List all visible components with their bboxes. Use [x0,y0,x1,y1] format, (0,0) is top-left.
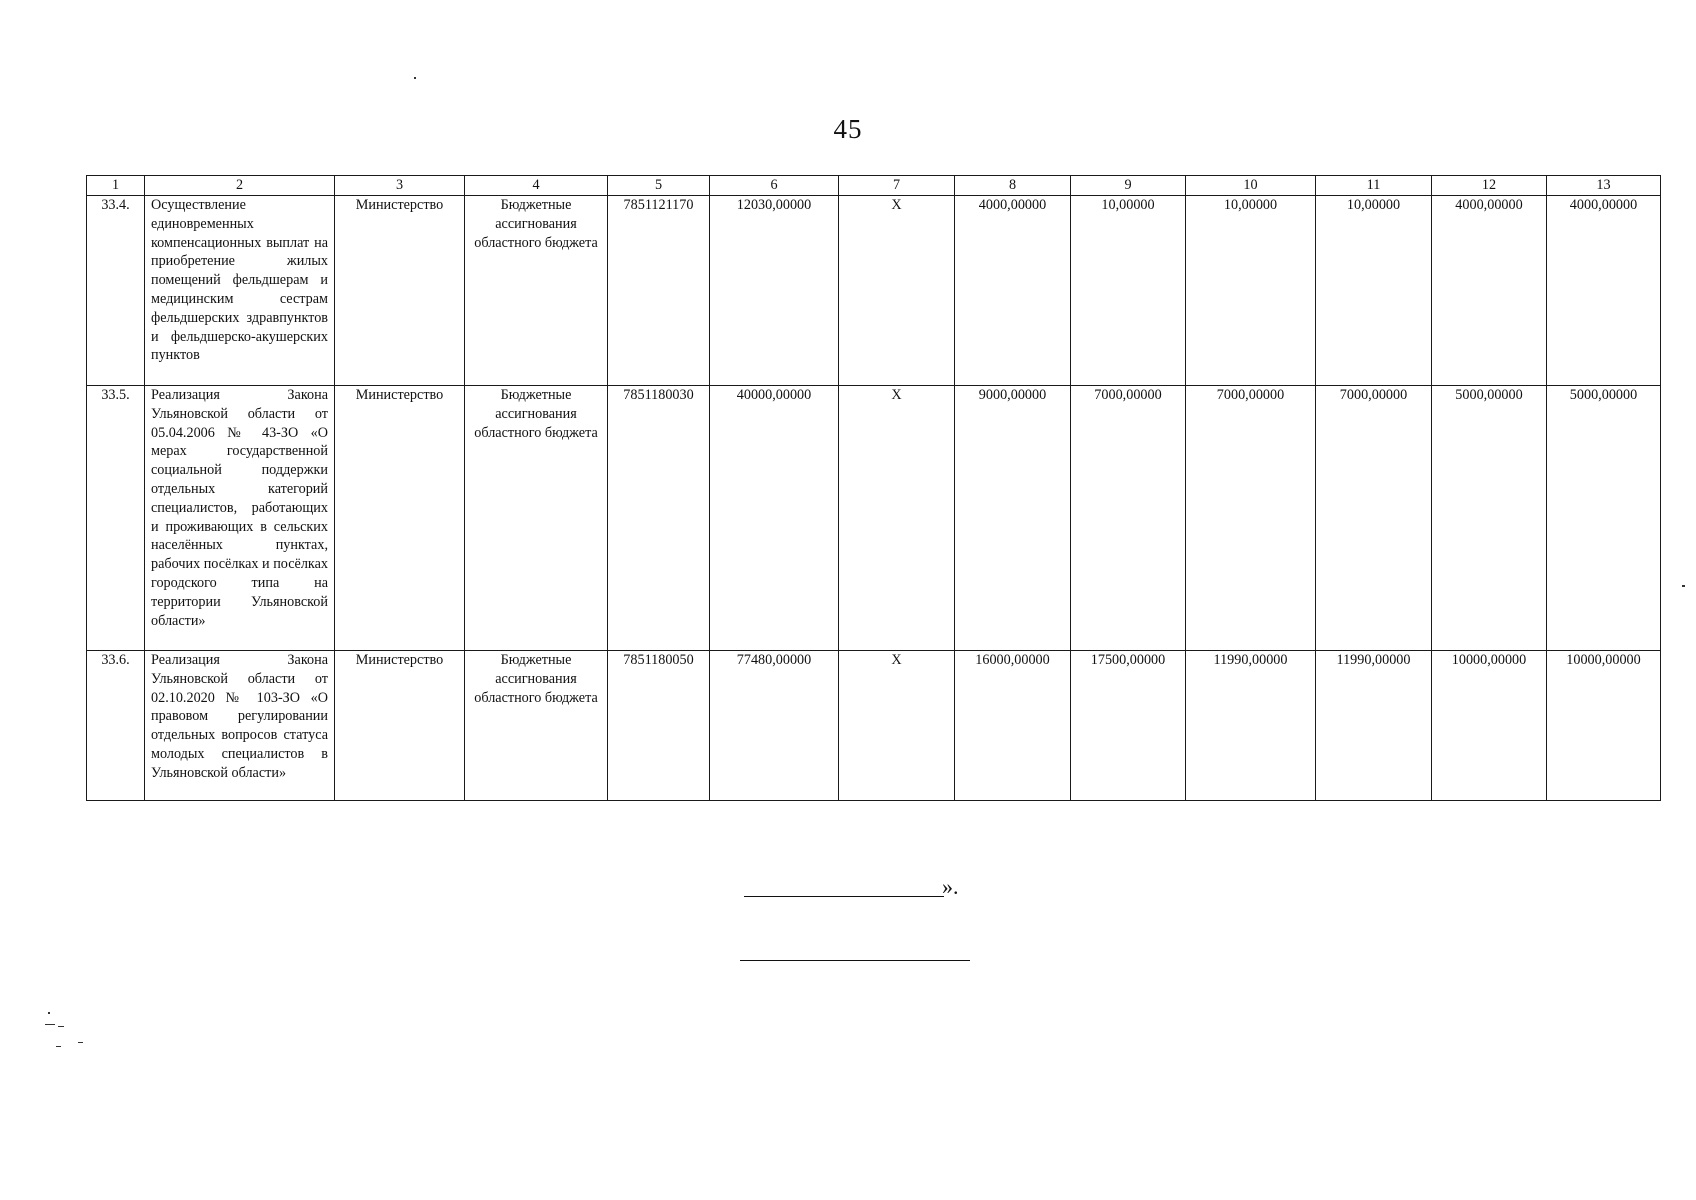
closing-quote-line [744,872,959,899]
funding-source-cell: Бюджетные ассигнования областного бюджета [465,196,608,386]
column-header: 4 [465,176,608,196]
amount-cell: 7000,00000 [1186,386,1316,651]
budget-code-cell: 7851180030 [608,386,710,651]
budget-table [86,175,1661,801]
closing-quote: ». [942,874,959,899]
total-amount-cell: 12030,00000 [710,196,839,386]
amount-cell: 10,00000 [1071,196,1186,386]
executor-cell: Министерство [335,196,465,386]
amount-cell: 10,00000 [1186,196,1316,386]
total-amount-cell: 40000,00000 [710,386,839,651]
amount-cell: 7000,00000 [1071,386,1186,651]
column-header: 9 [1071,176,1186,196]
total-amount-cell: 77480,00000 [710,651,839,801]
column-header: 10 [1186,176,1316,196]
scan-speck [1682,585,1685,587]
amount-cell: 11990,00000 [1186,651,1316,801]
scan-speck [58,1026,64,1027]
column-header: 7 [839,176,955,196]
amount-cell: 10000,00000 [1432,651,1547,801]
scan-speck [414,77,416,79]
table-row [87,651,1661,801]
col7-cell: Х [839,651,955,801]
column-header: 3 [335,176,465,196]
column-header: 5 [608,176,710,196]
row-number: 33.5. [87,386,145,651]
executor-cell: Министерство [335,651,465,801]
row-number: 33.6. [87,651,145,801]
column-header: 11 [1316,176,1432,196]
amount-cell: 10,00000 [1316,196,1432,386]
scan-speck [48,1012,50,1014]
amount-cell: 11990,00000 [1316,651,1432,801]
amount-cell: 4000,00000 [955,196,1071,386]
amount-cell: 17500,00000 [1071,651,1186,801]
row-number: 33.4. [87,196,145,386]
table-header-row [87,176,1661,196]
closing-rule [744,896,944,897]
funding-source-cell: Бюджетные ассигнования областного бюджета [465,651,608,801]
column-header: 6 [710,176,839,196]
measure-description: Осуществление единовременных компенсационных выплат на приобретение жилых помещений фельдшерам и медицинским сестрам фельдшерских здравпунктов и фельдшерско-акушерских пунктов [145,196,335,386]
column-header: 13 [1547,176,1661,196]
measure-description: Реализация Закона Ульяновской области от 02.10.2020 № 103-ЗО «О правовом регулировании отдельных вопросов статуса молодых специалистов в Ульяновской области» [145,651,335,801]
column-header: 12 [1432,176,1547,196]
end-of-document-line [740,960,970,961]
amount-cell: 4000,00000 [1547,196,1661,386]
amount-cell: 9000,00000 [955,386,1071,651]
scan-speck [78,1042,83,1043]
measure-description: Реализация Закона Ульяновской области от 05.04.2006 № 43-ЗО «О мерах государственной социальной поддержки отдельных категорий специалистов, работающих и проживающих в сельских населённых пунктах, рабочих посёлках и посёлках городского типа на территории Ульяновской области» [145,386,335,651]
amount-cell: 4000,00000 [1432,196,1547,386]
col7-cell: Х [839,386,955,651]
page-number: 45 [833,114,863,144]
column-header: 1 [87,176,145,196]
column-header: 2 [145,176,335,196]
table-row [87,196,1661,386]
scan-speck [56,1046,61,1047]
amount-cell: 16000,00000 [955,651,1071,801]
amount-cell: 5000,00000 [1547,386,1661,651]
col7-cell: Х [839,196,955,386]
table-row [87,386,1661,651]
budget-code-cell: 7851121170 [608,196,710,386]
executor-cell: Министерство [335,386,465,651]
scan-speck [45,1024,55,1025]
amount-cell: 10000,00000 [1547,651,1661,801]
amount-cell: 7000,00000 [1316,386,1432,651]
column-header: 8 [955,176,1071,196]
amount-cell: 5000,00000 [1432,386,1547,651]
budget-code-cell: 7851180050 [608,651,710,801]
funding-source-cell: Бюджетные ассигнования областного бюджета [465,386,608,651]
